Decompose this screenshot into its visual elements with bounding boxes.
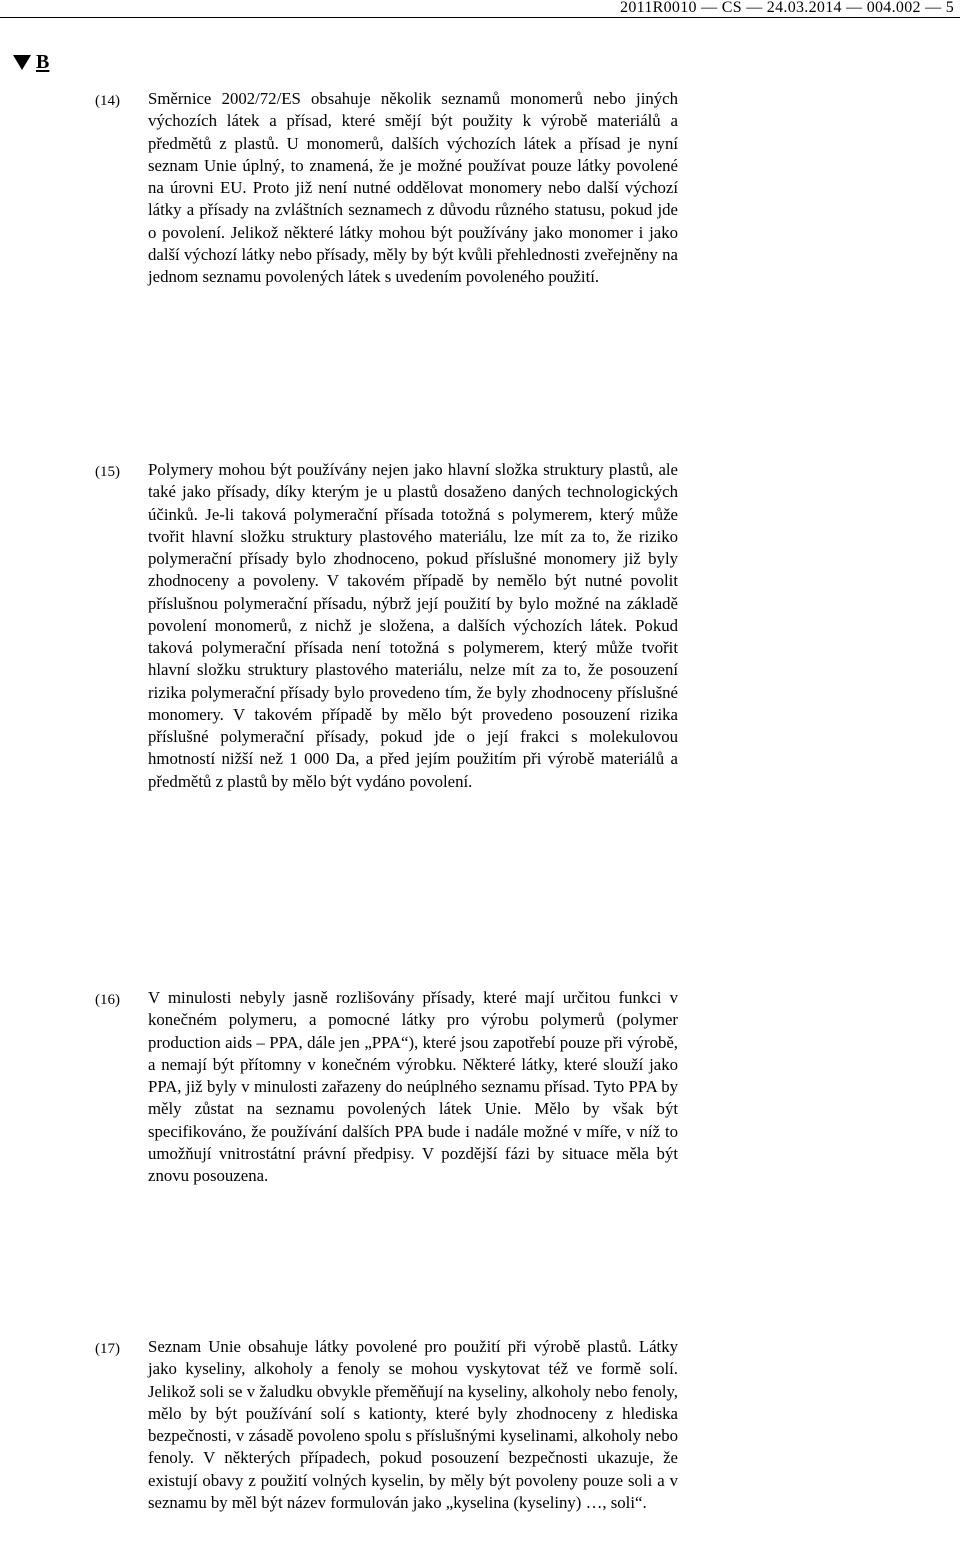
- amendment-marker: [13, 51, 49, 73]
- recital-text: Směrnice 2002/72/ES obsahuje několik seznamů monomerů nebo jiných výchozích látek a přísad, které smějí být použity k výrobě materiálů a předmětů z plastů. U monomerů, dalších výchozích látek a přísad je nyní seznam Unie úplný, to znamená, že je možné používat pouze látky povolené na úrovni EU. Proto již není nutné oddělovat monomery nebo další výchozí látky a přísady na zvláštních seznamech z důvodu různého statusu, pokud jde o povolení. Jelikož některé látky mohou být používány jako monomer i jako další výchozí látky nebo přísady, měly by být kvůli přehlednosti zveřejněny na jednom seznamu povolených látek s uvedením povoleného použití.: [148, 89, 678, 286]
- recital-number: (14): [95, 93, 120, 109]
- recital-17: [95, 1336, 685, 1514]
- recital-14: [95, 88, 685, 288]
- triangle-down-icon: [13, 55, 31, 70]
- amendment-marker-label: B: [36, 51, 50, 73]
- recital-number: (16): [95, 992, 120, 1008]
- recital-15: [95, 459, 685, 793]
- recital-text: V minulosti nebyly jasně rozlišovány přísady, které mají určitou funkci v konečném polymeru, a pomocné látky pro výrobu polymerů (polymer production aids – PPA, dále jen „PPA“), které jsou zapotřebí pouze při výrobě, a nemají být přítomny v konečném výrobku. Některé látky, které slouží jako PPA, již byly v minulosti zařazeny do neúplného seznamu přísad. Tyto PPA by měly zůstat na seznamu povolených látek Unie. Mělo by však být specifikováno, že používání dalších PPA bude i nadále možné v míře, v níž to umožňují vnitrostátní právní předpisy. V pozdější fázi by situace měla být znovu posouzena.: [148, 988, 678, 1185]
- recital-number: (15): [95, 464, 120, 480]
- document-reference: 2011R0010 — CS — 24.03.2014 — 004.002 — 5: [620, 0, 954, 16]
- recital-number: (17): [95, 1341, 120, 1357]
- recital-text: Seznam Unie obsahuje látky povolené pro použití při výrobě plastů. Látky jako kyseliny, alkoholy a fenoly se mohou vyskytovat též ve formě solí. Jelikož soli se v žaludku obvykle přeměňují na kyseliny, alkoholy nebo fenoly, mělo by být používání solí s kationty, které byly zhodnoceny z hlediska bezpečnosti, v zásadě povoleno spolu s příslušnými kyselinami, alkoholy nebo fenoly. V některých případech, pokud posouzení bezpečnosti ukazuje, že existují obavy z použití volných kyselin, by měly být povoleny pouze soli a v seznamu by měl být název formulován jako „kyselina (kyseliny) …, soli“.: [148, 1337, 678, 1512]
- recital-16: [95, 987, 685, 1187]
- page-header: [0, 0, 960, 18]
- recital-text: Polymery mohou být používány nejen jako hlavní složka struktury plastů, ale také jako přísady, díky kterým je u plastů dosaženo daných technologických účinků. Je-li taková polymerační přísada totožná s polymerem, který může tvořit hlavní složku struktury plastového materiálu, lze mít za to, že riziko polymerační přísady bylo zhodnoceno, pokud příslušné monomery již byly zhodnoceny a povoleny. V takovém případě by nemělo být nutné povolit příslušnou polymerační přísadu, nýbrž její použití by bylo možné na základě povolení monomerů, z nichž je složena, a dalších výchozích látek. Pokud taková polymerační přísada není totožná s polymerem, který může tvořit hlavní složku struktury plastového materiálu, nelze mít za to, že posouzení rizika polymerační přísady bylo provedeno tím, že byly zhodnoceny příslušné monomery. V takovém případě by mělo být provedeno posouzení rizika příslušné polymerační přísady, pokud jde o její frakci s molekulovou hmotností nižší než 1 000 Da, a před jejím použitím při výrobě materiálů a předmětů z plastů by mělo být vydáno povolení.: [148, 460, 678, 791]
